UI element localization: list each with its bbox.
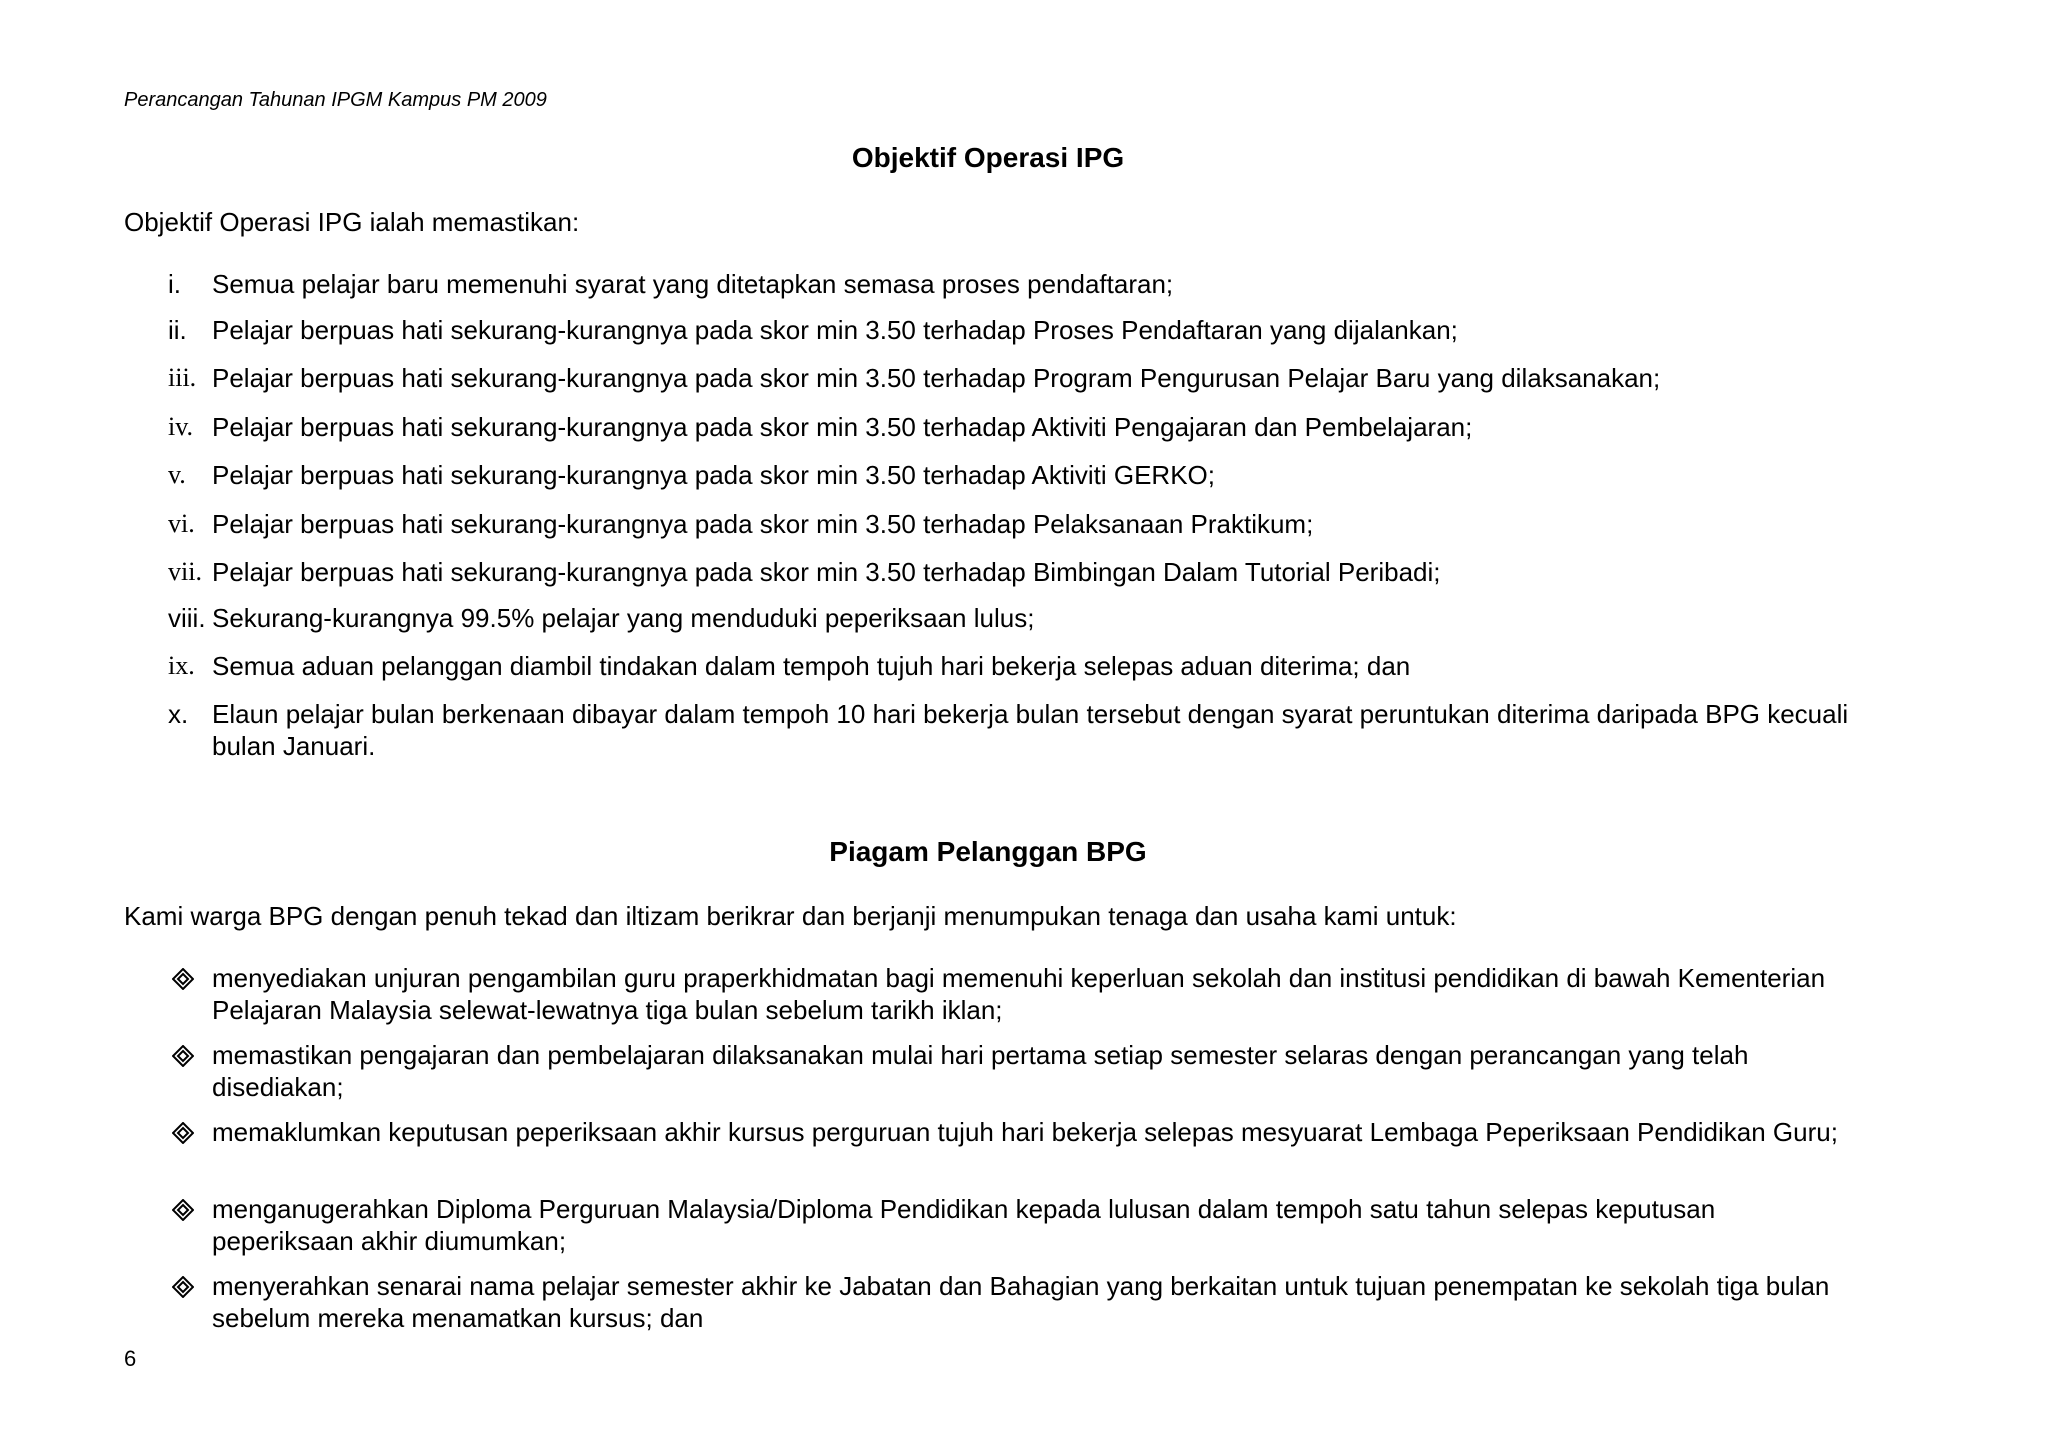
list-item-text: Sekurang-kurangnya 99.5% pelajar yang menduduki peperiksaan lulus; bbox=[212, 603, 1035, 633]
list-marker: viii. bbox=[168, 603, 206, 633]
list-item-text: memastikan pengajaran dan pembelajaran dilaksanakan mulai hari pertama setiap semester selaras dengan perancangan yang telah disediakan; bbox=[212, 1040, 1749, 1102]
list-item-text: Semua pelajar baru memenuhi syarat yang ditetapkan semasa proses pendaftaran; bbox=[212, 269, 1174, 299]
list-item-text: menganugerahkan Diploma Perguruan Malaysia/Diploma Pendidikan kepada lulusan dalam tempoh satu tahun selepas keputusan peperiksaan akhir diumumkan; bbox=[212, 1194, 1716, 1256]
list-item bbox=[212, 1193, 1852, 1257]
list-item-text: Elaun pelajar bulan berkenaan dibayar dalam tempoh 10 hari bekerja bulan tersebut dengan syarat peruntukan diterima daripada BPG kecuali bulan Januari. bbox=[212, 699, 1849, 761]
list-item-text: menyerahkan senarai nama pelajar semester akhir ke Jabatan dan Bahagian yang berkaitan untuk tujuan penempatan ke sekolah tiga bulan sebelum mereka menamatkan kursus; dan bbox=[212, 1271, 1830, 1333]
list-item-text: Pelajar berpuas hati sekurang-kurangnya pada skor min 3.50 terhadap Pelaksanaan Praktikum; bbox=[212, 509, 1314, 539]
list-item-text: Semua aduan pelanggan diambil tindakan dalam tempoh tujuh hari bekerja selepas aduan diterima; dan bbox=[212, 651, 1411, 681]
list-marker: vii. bbox=[168, 557, 202, 586]
list-marker: ix. bbox=[168, 651, 195, 680]
list-item-text: Pelajar berpuas hati sekurang-kurangnya pada skor min 3.50 terhadap Aktiviti Pengajaran dan Pembelajaran; bbox=[212, 412, 1473, 442]
list-item bbox=[168, 698, 1852, 762]
list-item-text: memaklumkan keputusan peperiksaan akhir kursus perguruan tujuh hari bekerja selepas mesyuarat Lembaga Peperiksaan Pendidikan Guru; bbox=[212, 1117, 1838, 1147]
diamond-bullet-icon bbox=[172, 1276, 194, 1298]
list-marker: iii. bbox=[168, 363, 197, 392]
list-item-text: Pelajar berpuas hati sekurang-kurangnya pada skor min 3.50 terhadap Bimbingan Dalam Tutorial Peribadi; bbox=[212, 557, 1441, 587]
diamond-bullet-icon bbox=[172, 1122, 194, 1144]
list-item bbox=[212, 1116, 1852, 1148]
page-number: 6 bbox=[124, 1346, 137, 1371]
list-marker: i. bbox=[168, 269, 181, 299]
list-item bbox=[168, 362, 1852, 394]
list-item bbox=[168, 268, 1852, 300]
list-item bbox=[212, 1039, 1852, 1103]
list-item bbox=[168, 556, 1852, 588]
list-item bbox=[212, 1270, 1852, 1334]
list-item bbox=[168, 602, 1852, 634]
running-header: Perancangan Tahunan IPGM Kampus PM 2009 bbox=[124, 89, 547, 111]
list-item-text: Pelajar berpuas hati sekurang-kurangnya pada skor min 3.50 terhadap Aktiviti GERKO; bbox=[212, 460, 1215, 490]
section-intro-piagam: Kami warga BPG dengan penuh tekad dan iltizam berikrar dan berjanji menumpukan tenaga dan usaha kami untuk: bbox=[124, 901, 1457, 931]
list-item-text: menyediakan unjuran pengambilan guru praperkhidmatan bagi memenuhi keperluan sekolah dan institusi pendidikan di bawah Kementerian Pelajaran Malaysia selewat-lewatnya tiga bulan sebelum tarikh iklan; bbox=[212, 963, 1826, 1025]
list-item-text: Pelajar berpuas hati sekurang-kurangnya pada skor min 3.50 terhadap Proses Pendaftaran yang dijalankan; bbox=[212, 315, 1458, 345]
list-marker: ii. bbox=[168, 315, 187, 345]
list-item bbox=[212, 962, 1852, 1026]
diamond-bullet-icon bbox=[172, 1045, 194, 1067]
list-item bbox=[168, 314, 1852, 346]
list-marker: vi. bbox=[168, 509, 195, 538]
list-item bbox=[168, 411, 1852, 443]
section-title-piagam: Piagam Pelanggan BPG bbox=[829, 836, 1147, 867]
list-item bbox=[168, 459, 1852, 491]
list-item bbox=[168, 508, 1852, 540]
list-item-text: Pelajar berpuas hati sekurang-kurangnya pada skor min 3.50 terhadap Program Pengurusan Pelajar Baru yang dilaksanakan; bbox=[212, 363, 1661, 393]
section-intro-objektif: Objektif Operasi IPG ialah memastikan: bbox=[124, 207, 580, 237]
diamond-bullet-icon bbox=[172, 968, 194, 990]
list-item bbox=[168, 650, 1852, 682]
diamond-bullet-icon bbox=[172, 1199, 194, 1221]
section-title-objektif: Objektif Operasi IPG bbox=[851, 142, 1125, 173]
list-marker: v. bbox=[168, 460, 186, 489]
list-marker: x. bbox=[168, 699, 189, 729]
list-marker: iv. bbox=[168, 412, 194, 441]
